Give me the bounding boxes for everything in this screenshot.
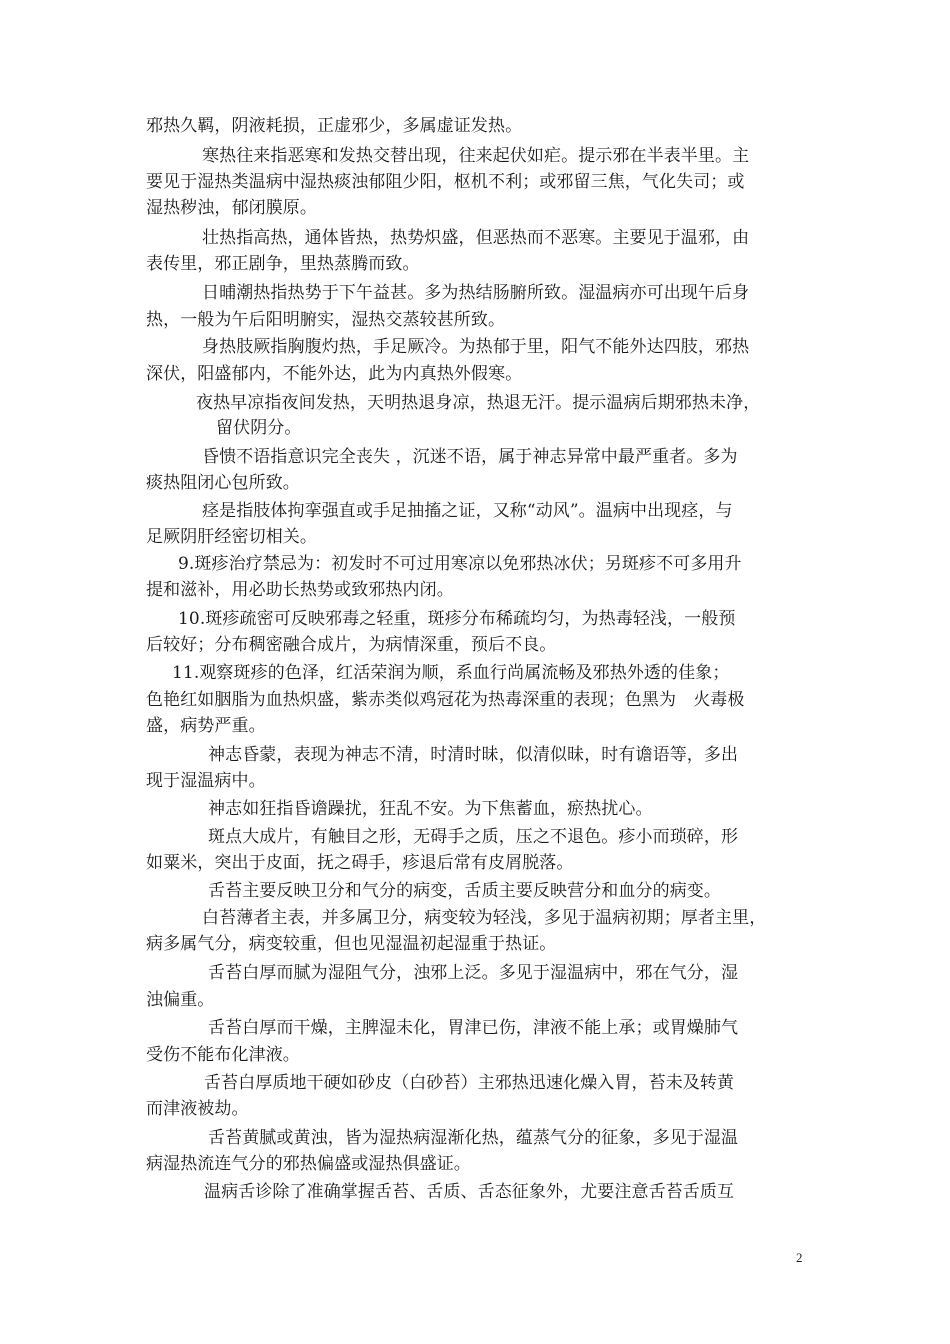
text-line: 神志如狂指昏谵躁扰，狂乱不安。为下焦蓄血，瘀热扰心。 <box>208 799 653 819</box>
text-line: 舌苔白厚而腻为湿阻气分，浊邪上泛。多见于湿温病中，邪在气分，湿 <box>208 963 739 983</box>
text-line: 舌苔白厚质地干硬如砂皮（白砂苔）主邪热迅速化燥入胃，苔未及转黄 <box>204 1073 735 1093</box>
text-line: 盛，病势严重。 <box>146 716 266 736</box>
text-line: 色艳红如胭脂为血热炽盛，紫赤类似鸡冠花为热毒深重的表现；色黑为 火毒极 <box>146 690 745 710</box>
text-line: 11.观察斑疹的色泽，红活荣润为顺，系血行尚属流畅及邪热外透的佳象； <box>172 663 730 683</box>
text-line: 现于湿温病中。 <box>146 771 266 791</box>
text-line: 温病舌诊除了准确掌握舌苔、舌质、舌态征象外，尤要注意舌苔舌质互 <box>204 1182 735 1202</box>
text-line: 足厥阴肝经密切相关。 <box>146 527 317 547</box>
text-line: 舌苔黄腻或黄浊，皆为湿热病湿渐化热，蕴蒸气分的征象，多见于湿温 <box>208 1128 739 1148</box>
text-line: 留伏阴分。 <box>216 418 302 438</box>
text-line: 病湿热流连气分的邪热偏盛或湿热俱盛证。 <box>146 1154 471 1174</box>
text-line: 浊偏重。 <box>146 990 215 1010</box>
text-line: 深伏，阳盛郁内，不能外达，此为内真热外假寒。 <box>146 364 523 384</box>
text-line: 要见于湿热类温病中湿热痰浊郁阻少阳，枢机不利；或邪留三焦，气化失司；或 <box>146 172 745 192</box>
text-line: 后较好；分布稠密融合成片，为病情深重，预后不良。 <box>146 635 557 655</box>
text-line: 湿热秽浊，郁闭膜原。 <box>146 198 317 218</box>
text-line: 9.斑疹治疗禁忌为：初发时不可过用寒凉以免邪热冰伏；另斑疹不可多用升 <box>178 554 742 574</box>
text-line: 如粟米，突出于皮面，抚之碍手，疹退后常有皮屑脱落。 <box>146 853 574 873</box>
text-line: 斑点大成片，有触目之形，无碍手之质，压之不退色。疹小而琐碎，形 <box>208 827 739 847</box>
text-line: 寒热往来指恶寒和发热交替出现，往来起伏如疟。提示邪在半表半里。主 <box>202 146 750 166</box>
text-line: 壮热指高热，通体皆热，热势炽盛，但恶热而不恶寒。主要见于温邪，由 <box>202 228 750 248</box>
text-line: 夜热早凉指夜间发热，天明热退身凉，热退无汗。提示温病后期邪热未净， <box>196 393 761 413</box>
text-line: 受伤不能布化津液。 <box>146 1045 300 1065</box>
text-line: 热，一般为午后阳明腑实，湿热交蒸较甚所致。 <box>146 310 506 330</box>
text-line: 提和滋补，用必助长热势或致邪热内闭。 <box>146 580 454 600</box>
text-line: 舌苔白厚而干燥，主脾湿未化，胃津已伤，津液不能上承；或胃燥肺气 <box>208 1018 739 1038</box>
text-line: 身热肢厥指胸腹灼热，手足厥冷。为热郁于里，阳气不能外达四肢，邪热 <box>202 337 750 357</box>
page-number: 2 <box>796 1250 803 1265</box>
text-line: 邪热久羁，阴液耗损，正虚邪少，多属虚证发热。 <box>146 116 523 136</box>
text-line: 昏愦不语指意识完全丧失 ，沉迷不语，属于神志异常中最严重者。多为 <box>202 447 738 467</box>
text-line: 日晡潮热指热势于下午益甚。多为热结肠腑所致。湿温病亦可出现午后身 <box>202 283 750 303</box>
text-line: 痰热阻闭心包所致。 <box>146 473 300 493</box>
text-line: 痉是指肢体拘挛强直或手足抽搐之证，又称“动风”。温病中出现痉，与 <box>202 501 733 521</box>
text-line: 病多属气分，病变较重，但也见湿温初起湿重于热证。 <box>146 934 557 954</box>
text-line: 白苔薄者主表，并多属卫分，病变较为轻浅，多见于温病初期；厚者主里， <box>202 908 767 928</box>
text-line: 舌苔主要反映卫分和气分的病变，舌质主要反映营分和血分的病变。 <box>208 881 721 901</box>
text-line: 神志昏蒙，表现为神志不清，时清时昧，似清似昧，时有谵语等，多出 <box>208 745 739 765</box>
text-line: 表传里，邪正剧争，里热蒸腾而致。 <box>146 254 420 274</box>
text-line: 10.斑疹疏密可反映邪毒之轻重，斑疹分布稀疏均匀，为热毒轻浅，一般预 <box>178 609 736 629</box>
text-line: 而津液被劫。 <box>146 1099 249 1119</box>
